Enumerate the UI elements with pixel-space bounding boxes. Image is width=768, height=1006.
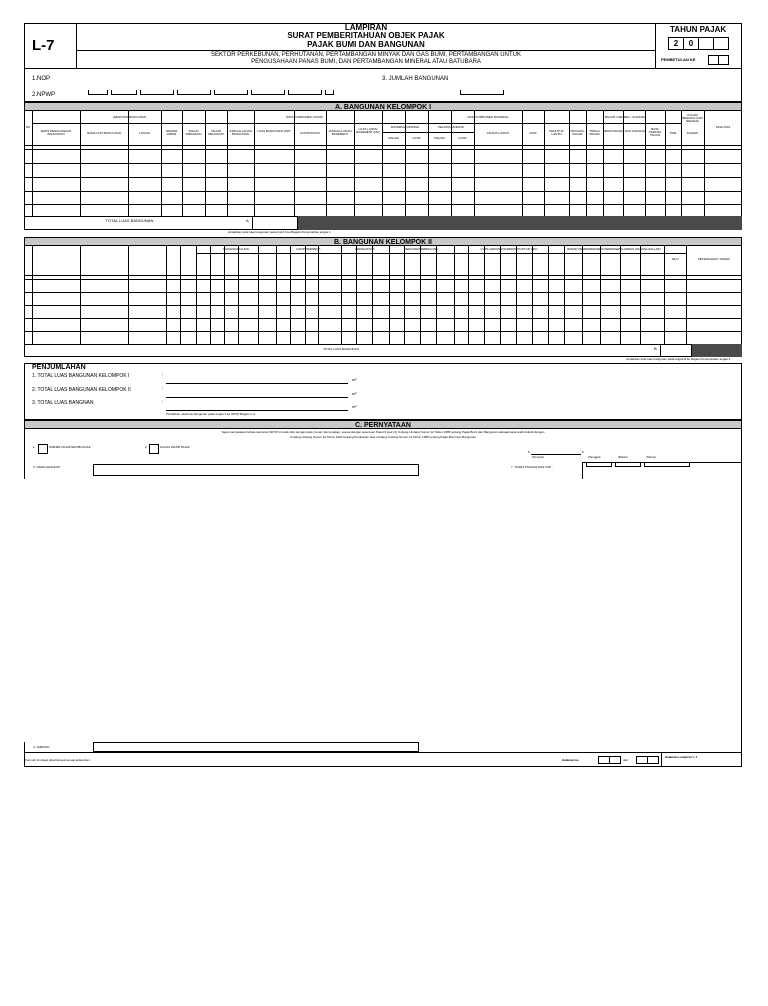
place-num: 5. [528, 450, 531, 454]
grid-column-line [454, 246, 455, 344]
date-year-caption: (Tahun) [646, 455, 657, 459]
total-kelompok-1-field[interactable] [166, 383, 348, 384]
col-lokasi: LOKASI [139, 131, 150, 135]
grid-column-line [372, 246, 373, 344]
date-day-caption: (Tanggal) [588, 455, 601, 459]
grid-row-line [24, 331, 742, 332]
sec-b-total-line [24, 344, 742, 345]
signature-box[interactable] [582, 462, 742, 479]
grid-column-line [318, 246, 319, 344]
header-divider-right [655, 23, 656, 69]
col-konstruksi: KONSTRUKSI [300, 131, 320, 135]
grid-column-line [500, 246, 501, 344]
grid-column-line [468, 246, 469, 344]
total-luas-b-input[interactable] [660, 344, 692, 357]
total-a-shade [298, 216, 742, 230]
of-label: dari [623, 758, 629, 762]
unit-3: m² [352, 404, 357, 409]
group-b-7: SILO [671, 257, 679, 261]
col-luas-bangunan: LUAS BANGUNAN UNIT [257, 129, 291, 133]
jumlah-bangunan-input[interactable] [460, 77, 507, 95]
page-total-box-2[interactable] [647, 756, 659, 764]
col-penutup: PENUTUP LANTAI [549, 129, 564, 136]
position-label: 4. JABATAN [33, 745, 50, 749]
grid-row-line [24, 149, 742, 150]
col-nama-unit: NAMA UNIT BANGUNAN [86, 131, 122, 135]
section-b-title: B. BANGUNAN KELOMPOK II [24, 237, 742, 246]
col-jumlah-basement: JUMLAH LANTAI BASEMENT [328, 129, 352, 136]
col-tinggi-pagar: TINGGI PAGAR [589, 129, 600, 136]
grid-row-line [24, 177, 742, 178]
grid-column-line [224, 246, 225, 344]
group-data-utama: DATA KOMPONEN UTAMA [286, 115, 323, 119]
title-separator [76, 50, 655, 51]
title-lampiran: LAMPIRAN [344, 23, 388, 32]
tax-year-digit-3[interactable] [698, 37, 714, 50]
lower-left-border [24, 742, 25, 766]
col-tahun-dibangun: TAHUN DIBANGUN [185, 129, 202, 136]
penjumlahan-line1: 1. TOTAL LUAS BANGUNAN KELOMPOK I [32, 373, 130, 379]
footer-bottom-line [24, 766, 742, 767]
grid-column-line [532, 246, 533, 344]
col-langit: LANGIT-LANGIT [486, 131, 510, 135]
grid-row-line [24, 191, 742, 192]
colon-3: : [162, 399, 164, 405]
tax-year-digit-1[interactable]: 2 [668, 37, 684, 50]
grid-column-line [686, 246, 687, 344]
sec-a-header-line [24, 145, 742, 146]
signature-box-lower [582, 479, 742, 752]
opt2-label: KUASA WAJIB PAJAK [160, 445, 191, 449]
opt1-label: SUBJEK PAJAK/WAJIB PAJAK [49, 445, 91, 449]
penjumlahan-line3: 3. TOTAL LUAS BANGNAN [32, 400, 94, 406]
date-num: 6. [582, 450, 585, 454]
grid-column-line [196, 246, 197, 344]
total-label-a: TOTAL LUAS BANGUNAN [105, 218, 154, 223]
total-letter-a: A [246, 218, 249, 223]
group-pagar: PAGAR / HENDEL / GUDANG [604, 115, 646, 119]
section-a-title: A. BANGUNAN KELOMPOK I [24, 102, 742, 111]
col-nomor: NOMOR JABAR [165, 129, 178, 136]
correction-label: PEMBETULAN KE [661, 57, 696, 62]
grid-column-line [80, 246, 81, 344]
grid-column-line [341, 246, 342, 344]
sec-b-group-line [196, 253, 686, 254]
grid-column-line [484, 246, 485, 344]
grid-column-line [128, 246, 129, 344]
kuasa-wajib-pajak-checkbox[interactable] [149, 444, 159, 454]
statement-line1: Saya menyatakan bahwa Lampiran SPOP ini telah diisi dengan jelas, benar, dan lengkap, sesuai dengan ketentuan Pasal 9 ayat (2) Undang-Undang Nomor 12 Tahun 1985 tentang Pajak Bumi dan Bangunan sebagaimana telah diubah dengan [221, 430, 545, 434]
group-data-material: DATA KOMPONEN MATERIAL [467, 115, 509, 119]
tax-year-digit-4[interactable] [713, 37, 729, 50]
penjumlahan-line2: 2. TOTAL LUAS BANGUNAN KELOMPOK II [32, 387, 131, 393]
grid-row-line [24, 318, 742, 319]
unit-1: m² [352, 377, 357, 382]
total-kelompok-2-field[interactable] [166, 397, 348, 398]
title-spop: SURAT PEMBERITAHUAN OBJEK PAJAK [287, 31, 445, 40]
pel-luar: LUAR [458, 136, 467, 140]
grid-column-line [166, 246, 167, 344]
date-month-caption: (Bulan) [618, 455, 628, 459]
full-name-input[interactable] [93, 464, 419, 476]
grid-column-line [600, 246, 601, 344]
jumlah-bangunan-label: 3. JUMLAH BANGUNAN [382, 76, 449, 82]
grid-row-line [24, 292, 742, 293]
grid-row-line [24, 305, 742, 306]
form-code: L-7 [32, 37, 55, 54]
npwp-label: 2.NPWP [32, 92, 56, 98]
col-atap: ATAP [529, 131, 537, 135]
grid-column-line [640, 246, 641, 344]
grid-column-line [420, 246, 421, 344]
col-kanopi: KANOPI [686, 131, 699, 135]
subtitle-line2: PENGUSAHAAN PANAS BUMI, DAN PERTAMBANGAN MINERAL ATAU BATUBARA [251, 59, 481, 65]
group-b-6: BARAK PERMANEN/SEMI PERMANEN/LANDAS UDARA/LAIN-LAIN [567, 247, 661, 251]
group-b-1: GUDANG/PALUNG [222, 247, 250, 251]
grid-row-line [24, 204, 742, 205]
footnote-b: pindahkan total luas bangunan pada angka B ke Bagian Penjumlahan angka 2 [626, 357, 731, 361]
grid-column-line [276, 246, 277, 344]
penjumlahan-note: Pindahkan total luas bangunan pada angka 3 ke SPOP Bagian C.2 [166, 412, 256, 416]
grid-column-line [404, 246, 405, 344]
group-b-2: KANTOR/PABRIK [296, 247, 321, 251]
mat-luar: LUAR [412, 136, 421, 140]
grid-row-line [24, 163, 742, 164]
page-label: Halaman ke [562, 758, 579, 762]
footer-divider [661, 752, 662, 766]
correction-box-2[interactable] [718, 55, 729, 65]
total-luas-a-input[interactable] [252, 216, 298, 230]
statement-line2: Undang-Undang Nomor 12 Tahun 1994 tentang Perubahan atas Undang-Undang Nomor 12 Tahun 1985 tentang Pajak Bumi dan Bangunan [290, 435, 476, 439]
title-pbb: PAJAK BUMI DAN BANGUNAN [307, 40, 425, 49]
grid-column-line [290, 246, 291, 344]
col-luas-gudang: LUAS GUDANG [623, 129, 645, 133]
mat-dalam: DALAM [388, 136, 399, 140]
penjumlahan-title: PENJUMLAHAN [32, 364, 86, 371]
sheet-label: Halaman Lampiran L-7 [665, 755, 698, 759]
sec-a-group-line [32, 123, 681, 124]
pel-dalam: DALAM [434, 136, 445, 140]
page-number-box-2[interactable] [609, 756, 621, 764]
fasilitas-label: FASILITAS [715, 125, 731, 129]
col-no-a: NO [25, 125, 31, 129]
footer-note: Formulir ini dapat diperbanyak sesuai kebutuhan. [25, 758, 91, 762]
col-luas-basement: LUAS LANTAI BASEMENT (M2) [356, 127, 380, 134]
unit-2: m² [352, 391, 357, 396]
group-b-4: GEDUNG/SERBAGUNA [405, 247, 438, 251]
name-label: 3. NAMA LENGKAP [33, 465, 60, 469]
grid-column-line [516, 246, 517, 344]
pelapis-dinding: PELAPIS DINDING [437, 125, 464, 129]
footnote-a: pindahkan total luas bangunan pada huruf A ke Bagian Penjumlahan angka 1 [228, 230, 331, 234]
opt1-num: 1. [33, 445, 36, 449]
grid-column-line [564, 246, 565, 344]
subjek-pajak-checkbox[interactable] [38, 444, 48, 454]
col-jenis-pagar: JENIS PAGAR [603, 129, 623, 133]
grid-column-line [548, 246, 549, 344]
place-caption: (Tempat) [532, 455, 544, 459]
total-letter-b: B [654, 346, 657, 351]
grid-column-line [32, 246, 33, 344]
subtitle-line1: SEKTOR PERKEBUNAN, PERHUTANAN, PERTAMBANGAN MINYAK DAN GAS BUMI, PERTAMBANGAN UNTUK [211, 52, 521, 58]
grid-column-line [258, 246, 259, 344]
tax-year-digit-2[interactable]: 0 [683, 37, 699, 50]
group-identitas: IDENTITAS BANGUNAN [112, 115, 147, 119]
opt2-num: 2. [145, 445, 148, 449]
grid-column-line [620, 246, 621, 344]
grid-column-line [664, 246, 665, 344]
col-tipe: TIPE [669, 131, 677, 135]
grid-column-line [238, 246, 239, 344]
grid-row-line [24, 279, 742, 280]
penjumlahan-frame [24, 363, 742, 420]
total-b-shade [692, 344, 742, 357]
col-tahun-renovasi: TAHUN RENOVASI [208, 129, 224, 136]
group-kolam: KOLAM RENANG/ KAKI RENANG [681, 113, 704, 123]
col-jumlah-lantai: JUMLAH LANTAI BANGUNAN [228, 129, 253, 136]
col-bata: BATA TERANG TAHUN [648, 127, 662, 137]
colon-2: : [162, 386, 164, 392]
total-label-b: TOTAL LUAS BANGUNAN [323, 347, 359, 351]
col-panjang-pagar: PANJANG PAGAR [570, 129, 585, 136]
section-c-title: C. PERNYATAAN [24, 420, 742, 429]
grid-column-line [389, 246, 390, 344]
group-b-3: HARGA/TANK [355, 247, 375, 251]
group-b-8: KETERANGAN TANGKI [697, 257, 731, 261]
grid-column-line [356, 246, 357, 344]
sec-b-header-line [24, 275, 742, 276]
colon-1: : [162, 372, 164, 378]
grid-column-line [305, 246, 306, 344]
grid-column-line [210, 246, 211, 344]
sign-label: 7. TANDA TANGAN DAN CAP : [511, 465, 553, 469]
nop-label: 1.NOP [32, 76, 51, 82]
position-input[interactable] [93, 742, 419, 752]
grid-column-line [436, 246, 437, 344]
section-b-table [24, 246, 742, 357]
grid-column-line [180, 246, 181, 344]
tax-year-label: TAHUN PAJAK [670, 25, 727, 34]
footer-right-border [741, 752, 742, 766]
group-b-5: LUAS GEDUNG/SUPERSTRUKTUR LAIN [480, 247, 538, 251]
total-bangunan-field[interactable] [166, 410, 348, 411]
col-jenis-penggunaan: JENIS PENGGUNAAN BANGUNAN [40, 129, 72, 136]
grid-column-line [582, 246, 583, 344]
material-dinding: MATERIAL DINDING [390, 125, 420, 129]
lower-top-line [24, 752, 742, 753]
